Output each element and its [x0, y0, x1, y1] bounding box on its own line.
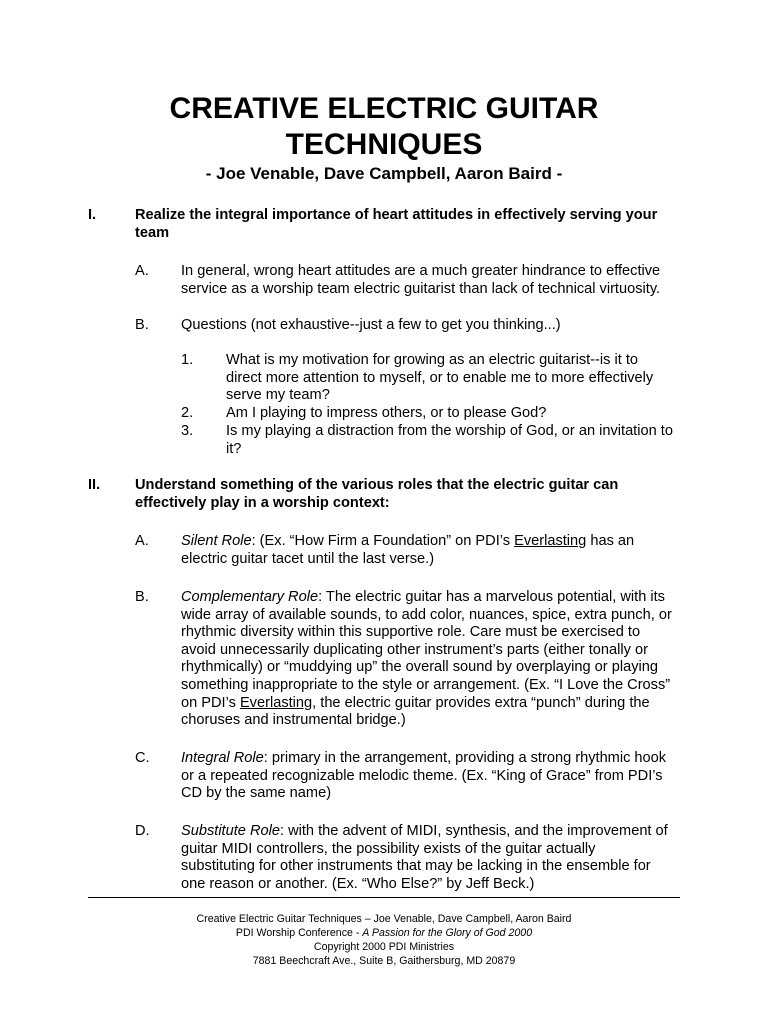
- silent-role-text: : (Ex. “How Firm a Foundation” on PDI’s: [251, 533, 515, 549]
- footer-address: 7881 Beechcraft Ave., Suite B, Gaithersburg, MD 20879: [252, 955, 516, 967]
- integral-role-text: : primary in the arrangement, providing a strong rhythmic hook or a repeated recognizable melodic theme. (Ex. “King of Grace” from PDI’s CD by the same name): [181, 750, 667, 802]
- subitem-2-text: Am I playing to impress others, or to please God?: [226, 405, 547, 421]
- everlasting-album-title: Everlasting: [514, 533, 587, 549]
- footer-conference-theme: A Passion for the Glory of God 2000: [362, 927, 533, 939]
- complementary-role-term: Complementary Role: [181, 589, 319, 605]
- footer-divider: [88, 897, 680, 898]
- document-title-line-1: CREATIVE ELECTRIC GUITAR: [169, 92, 599, 125]
- everlasting-album-title: Everlasting: [239, 694, 313, 711]
- footer-line-1: Creative Electric Guitar Techniques – Joe Venable, Dave Campbell, Aaron Baird: [196, 913, 572, 925]
- silent-role-term: Silent Role: [181, 533, 252, 549]
- section-2-item-d-letter: D.: [135, 823, 150, 839]
- integral-role-term: Integral Role: [181, 750, 264, 766]
- document-title-line-2: TECHNIQUES: [285, 128, 483, 161]
- substitute-role-paragraph: [181, 823, 673, 893]
- complementary-role-text-end: , the electric guitar provides extra “punch” during the choruses and instrumental bridge.): [181, 694, 650, 729]
- footer-copyright: Copyright 2000 PDI Ministries: [313, 941, 455, 953]
- section-1-item-b-text: Questions (not exhaustive--just a few to get you thinking...): [181, 317, 561, 333]
- section-2-item-c-letter: C.: [135, 750, 150, 766]
- complementary-role-paragraph: [181, 589, 673, 730]
- silent-role-paragraph: [181, 533, 659, 568]
- section-1-numeral: I.: [88, 207, 97, 223]
- subitem-1-number: 1.: [181, 352, 194, 368]
- section-1-item-b-letter: B.: [135, 317, 149, 333]
- substitute-role-term: Substitute Role: [181, 823, 280, 839]
- subitem-3-text: Is my playing a distraction from the worship of God, or an invitation to it?: [226, 423, 673, 457]
- footer-conference: PDI Worship Conference -: [235, 927, 363, 939]
- section-1-heading: Realize the integral importance of heart attitudes in effectively serving your team: [135, 207, 658, 241]
- complementary-role-text: : The electric guitar has a marvelous potential, with its wide array of available sounds, to add color, nuances, spice, extra punch, or rhythmic diversity within this supportive role. Care must be exercised to avoid unnecessarily duplicating other instrument’s parts (either tonally or rhythmically) or “muddying up” the overall sound by overplaying or playing something inappropriate to the style or arrangement. (Ex. “I Love the Cross” on PDI’s: [181, 589, 672, 711]
- substitute-role-text: : with the advent of MIDI, synthesis, and the improvement of guitar MIDI controllers, the possibility exists of the guitar actually substituting for other instruments that may be lacking in the ensemble for one reason or another. (Ex. “Who Else?” by Jeff Beck.): [181, 823, 668, 892]
- subitem-3-number: 3.: [181, 423, 194, 439]
- section-2-item-a-letter: A.: [135, 533, 149, 549]
- section-2-heading: Understand something of the various roles that the electric guitar can effectively play in a worship context:: [135, 477, 619, 511]
- section-2-item-b-letter: B.: [135, 589, 149, 605]
- section-1-item-a-text: In general, wrong heart attitudes are a much greater hindrance to effective service as a worship team electric guitarist than lack of technical virtuosity.: [181, 263, 661, 297]
- integral-role-paragraph: [181, 750, 671, 803]
- authors-line: - Joe Venable, Dave Campbell, Aaron Baird -: [205, 164, 563, 183]
- subitem-1-text: What is my motivation for growing as an electric guitarist--is it to direct more attention to myself, or to enable me to more effectively serve my team?: [226, 352, 654, 404]
- subitem-2-number: 2.: [181, 405, 194, 421]
- section-1-item-a-letter: A.: [135, 263, 149, 279]
- footer-line-2: [0, 926, 768, 940]
- silent-role-text-end: has an electric guitar tacet until the last verse.): [181, 533, 635, 567]
- section-2-numeral: II.: [88, 477, 101, 493]
